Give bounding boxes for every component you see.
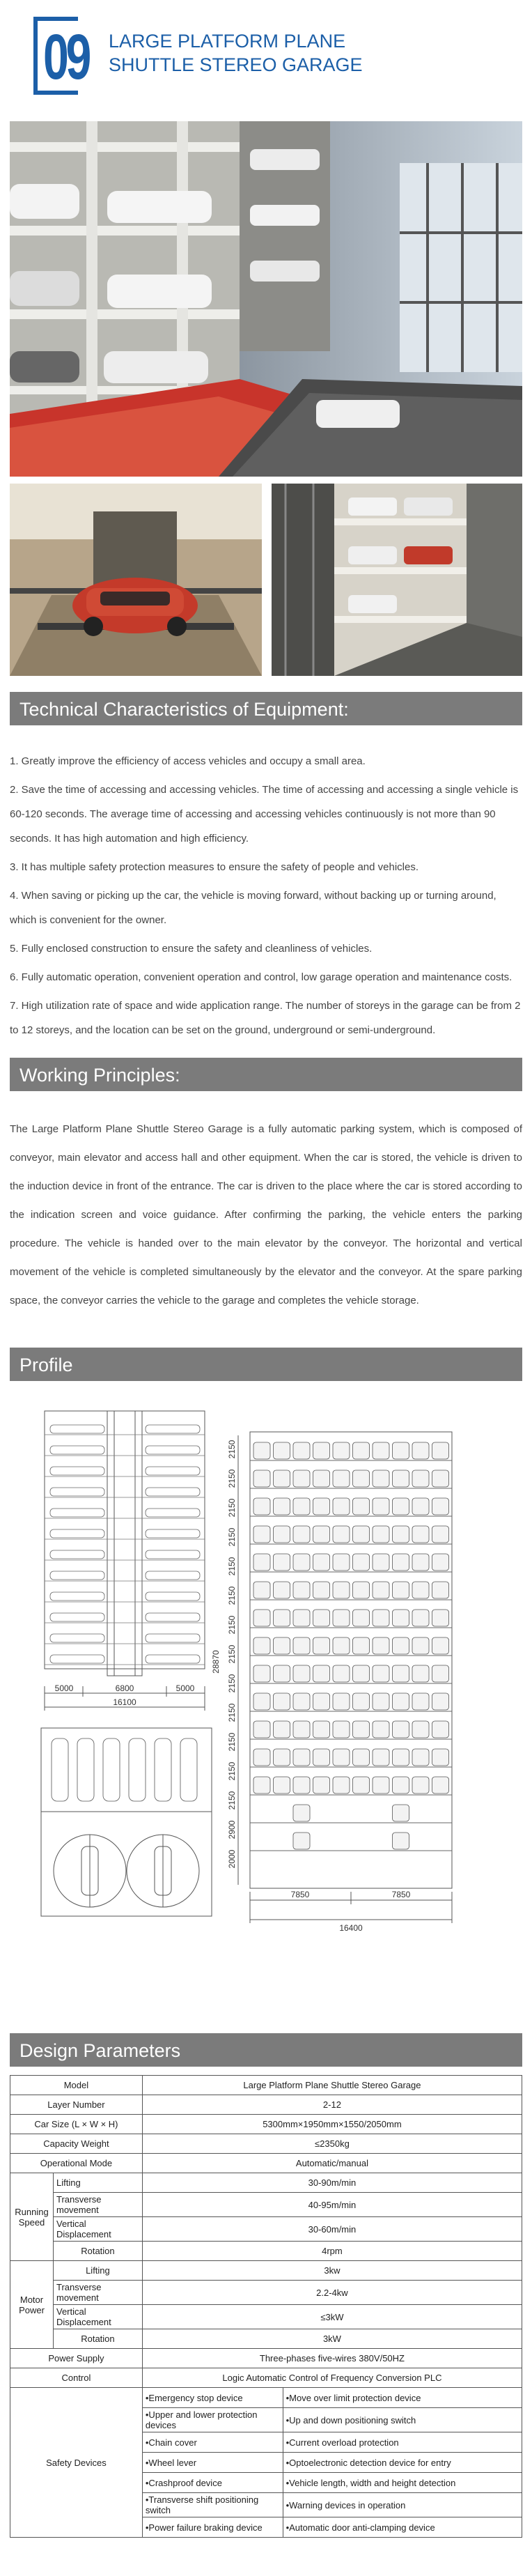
param-sublabel: Rotation (53, 2242, 142, 2261)
table-row (10, 2173, 522, 2193)
right-level-height: 2150 (227, 1703, 237, 1722)
right-dim-total: 16400 (339, 1923, 363, 1933)
param-label: Capacity Weight (10, 2134, 143, 2154)
car-outline (50, 1655, 104, 1663)
param-label: Car Size (L × W × H) (10, 2115, 143, 2134)
car-outline (146, 1571, 200, 1580)
tech-item-4: 4. When saving or picking up the car, the vehicle is moving forward, without backing up or turning around, which is convenient for the owner. (10, 890, 496, 926)
param-sublabel: Rotation (53, 2329, 142, 2349)
tech-section-bar (10, 692, 522, 725)
table-row (10, 2261, 522, 2281)
garage-interior-photo (10, 121, 522, 477)
param-sublabel: Lifting (53, 2261, 142, 2281)
safety-device: •Move over limit protection device (283, 2388, 522, 2408)
param-sublabel: Transverse movement (53, 2281, 142, 2305)
safety-device: •Upper and lower protection devices (142, 2408, 283, 2432)
car-outline (146, 1529, 200, 1538)
right-level-height: 2150 (227, 1586, 237, 1605)
car-outline (146, 1467, 200, 1475)
param-sublabel: Lifting (53, 2173, 142, 2193)
page-title (109, 29, 363, 77)
right-level-height: 2150 (227, 1469, 237, 1488)
table-row (10, 2368, 522, 2388)
right-dim-1: 7850 (290, 1890, 310, 1899)
safety-devices-label: Safety Devices (10, 2388, 143, 2538)
param-label: Power Supply (10, 2349, 143, 2368)
param-value: 2.2-4kw (142, 2281, 522, 2305)
car-outline (50, 1571, 104, 1580)
safety-device: •Current overload protection (283, 2432, 522, 2453)
car-outline (50, 1425, 104, 1433)
right-level-height: 2150 (227, 1498, 237, 1518)
param-value: Automatic/manual (142, 2154, 522, 2173)
table-row (10, 2242, 522, 2261)
right-level-height: 2150 (227, 1527, 237, 1547)
car-outline (146, 1613, 200, 1621)
param-value: 40-95m/min (142, 2193, 522, 2217)
right-level-height: 2150 (227, 1791, 237, 1810)
safety-device: •Transverse shift positioning switch (142, 2493, 283, 2517)
right-level-height: 2150 (227, 1732, 237, 1752)
car-outline (146, 1592, 200, 1601)
motor-power-label: Motor Power (10, 2261, 54, 2349)
params-section-bar (10, 2033, 522, 2067)
params-section-title: Design Parameters (19, 2040, 181, 2061)
param-value: Three-phases five-wires 380V/50HZ (142, 2349, 522, 2368)
car-outline (50, 1550, 104, 1559)
car-outline (146, 1509, 200, 1517)
param-value: 3kW (142, 2329, 522, 2349)
param-label: Model (10, 2076, 143, 2095)
safety-device: •Chain cover (142, 2432, 283, 2453)
param-value: 5300mm×1950mm×1550/2050mm (142, 2115, 522, 2134)
table-row (10, 2115, 522, 2134)
title-line-1: LARGE PLATFORM PLANE (109, 31, 346, 52)
profile-section-bar (10, 1348, 522, 1381)
param-value: 3kw (142, 2261, 522, 2281)
car-outline (50, 1613, 104, 1621)
param-value: 30-90m/min (142, 2173, 522, 2193)
table-row (10, 2281, 522, 2305)
safety-device: •Up and down positioning switch (283, 2408, 522, 2432)
table-row (10, 2154, 522, 2173)
table-row (10, 2193, 522, 2217)
header (0, 0, 532, 111)
param-sublabel: Vertical Displacement (53, 2217, 142, 2242)
table-row (10, 2305, 522, 2329)
left-dim-total: 16100 (113, 1697, 136, 1707)
working-text-block (10, 1115, 522, 1315)
param-label: Layer Number (10, 2095, 143, 2115)
right-level-height: 2150 (227, 1761, 237, 1781)
left-dim-3: 5000 (175, 1683, 195, 1693)
car-outline (146, 1446, 200, 1454)
right-level-height: 2150 (227, 1615, 237, 1635)
right-total-height: 28870 (211, 1650, 221, 1674)
tech-item-5: 5. Fully enclosed construction to ensure the safety and cleanliness of vehicles. (10, 943, 373, 955)
working-section-title: Working Principles: (19, 1065, 180, 1086)
left-dim-2: 6800 (115, 1683, 134, 1693)
right-level-height: 2150 (227, 1644, 237, 1664)
car-outline (50, 1634, 104, 1642)
tech-list (10, 749, 522, 1042)
working-section-bar (10, 1058, 522, 1091)
tech-item-3: 3. It has multiple safety protection measures to ensure the safety of people and vehicles. (10, 861, 418, 873)
right-level-height: 2150 (227, 1674, 237, 1693)
vertical-rack-photo (272, 484, 522, 676)
safety-device: •Automatic door anti-clamping device (283, 2517, 522, 2538)
car-outline (50, 1592, 104, 1601)
car-outline (50, 1467, 104, 1475)
table-row (10, 2076, 522, 2095)
right-level-height: 2150 (227, 1440, 237, 1459)
right-level-height: 2900 (227, 1820, 237, 1840)
safety-device: •Power failure braking device (142, 2517, 283, 2538)
safety-device: •Vehicle length, width and height detection (283, 2473, 522, 2493)
param-value: ≤2350kg (142, 2134, 522, 2154)
title-line-2: SHUTTLE STEREO GARAGE (109, 54, 363, 75)
param-sublabel: Vertical Displacement (53, 2305, 142, 2329)
safety-device: •Warning devices in operation (283, 2493, 522, 2517)
right-level-height: 2000 (227, 1849, 237, 1869)
profile-drawing (10, 1404, 522, 1948)
table-row (10, 2329, 522, 2349)
profile-section-title: Profile (19, 1355, 73, 1375)
car-outline (50, 1446, 104, 1454)
car-outline (146, 1655, 200, 1663)
tech-item-2: 2. Save the time of accessing and accessing vehicles. The time of accessing and accessing a single vehicle is 60-120 seconds. The average time of accessing and accessing vehicles continuously is not more than 90 seconds. It has high automation and high efficiency. (10, 784, 519, 844)
right-dim-2: 7850 (391, 1890, 411, 1899)
left-dim-1: 5000 (54, 1683, 74, 1693)
safety-device: •Wheel lever (142, 2453, 283, 2473)
car-outline (50, 1488, 104, 1496)
param-sublabel: Transverse movement (53, 2193, 142, 2217)
params-table (10, 2075, 522, 2538)
param-value: Logic Automatic Control of Frequency Conversion PLC (142, 2368, 522, 2388)
param-value: 4rpm (142, 2242, 522, 2261)
table-row (10, 2349, 522, 2368)
param-label: Control (10, 2368, 143, 2388)
safety-device: •Crashproof device (142, 2473, 283, 2493)
tech-item-6: 6. Fully automatic operation, convenient operation and control, low garage operation and maintenance costs. (10, 971, 513, 983)
running-speed-label: Running Speed (10, 2173, 54, 2261)
car-outline (50, 1509, 104, 1517)
car-outline (50, 1529, 104, 1538)
param-value: 30-60m/min (142, 2217, 522, 2242)
param-label: Operational Mode (10, 2154, 143, 2173)
param-value: 2-12 (142, 2095, 522, 2115)
section-number: 09 (43, 22, 89, 93)
table-row (10, 2095, 522, 2115)
table-row (10, 2388, 522, 2408)
car-outline (146, 1550, 200, 1559)
param-value: ≤3kW (142, 2305, 522, 2329)
table-row (10, 2134, 522, 2154)
car-outline (146, 1425, 200, 1433)
safety-device: •Optoelectronic detection device for entry (283, 2453, 522, 2473)
tech-item-7: 7. High utilization rate of space and wide application range. The number of storeys in the garage can be from 2 to 12 storeys, and the location can be set on the ground, underground or semi-underground. (10, 1000, 521, 1036)
param-value: Large Platform Plane Shuttle Stereo Garage (142, 2076, 522, 2095)
table-row (10, 2217, 522, 2242)
red-car-platform-photo (10, 484, 262, 676)
right-level-height: 2150 (227, 1557, 237, 1576)
safety-device: •Emergency stop device (142, 2388, 283, 2408)
car-outline (146, 1488, 200, 1496)
tech-section-title: Technical Characteristics of Equipment: (19, 699, 349, 720)
tech-item-1: 1. Greatly improve the efficiency of access vehicles and occupy a small area. (10, 755, 366, 767)
working-text: The Large Platform Plane Shuttle Stereo Garage is a fully automatic parking system, which is composed of conveyor, main elevator and access hall and other equipment. When the car is stored, the vehicle is driven to the induction device in front of the entrance. The car is driven to the place where the car is stored according to the indication screen and voice guidance. After confirming the parking, the vehicle enters the parking procedure. The vehicle is handed over to the main elevator by the conveyor. The horizontal and vertical movement of the vehicle is completed simultaneously by the elevator and the conveyor. At the spare parking space, the conveyor carries the vehicle to the garage and completes the vehicle storage. (10, 1123, 522, 1306)
car-outline (146, 1634, 200, 1642)
